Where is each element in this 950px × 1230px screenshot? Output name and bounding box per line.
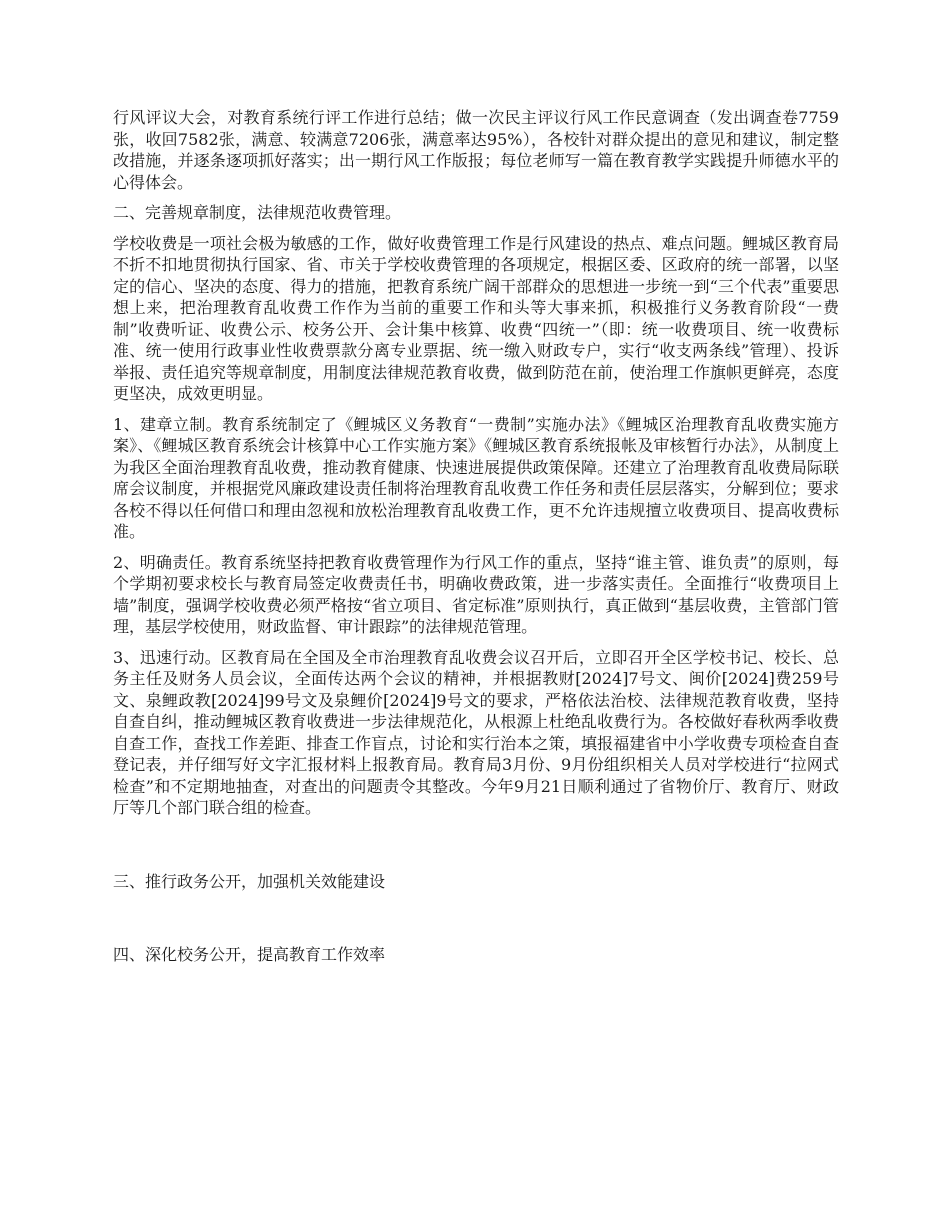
document-page [113,107,839,975]
action-paragraph: 3、迅速行动。区教育局在全国及全市治理教育乱收费会议召开后，立即召开全区学校书记、校长、总务主任及财务人员会议，全面传达两个会议的精神，并根据教财[2024]7号文、闽价[2024]费259号文、泉鲤政教[2024]99号文及泉鲤价[2024]9号文的要求，严格依法治校、法律规范教育收费，坚持自查自纠，推动鲤城区教育收费进一步法律规范化，从根源上杜绝乱收费行为。各校做好春秋两季收费自查工作，查找工作差距、排查工作盲点，讨论和实行治本之策，填报福建省中小学收费专项检查自查登记表，并仔细写好文字汇报材料上报教育局。教育局3月份、9月份组织相关人员对学校进行“拉网式检查”和不定期地抽查，对查出的问题责令其整改。今年9月21日顺利通过了省物价厅、教育厅、财政厅等几个部门联合组的检查。 [113,647,839,817]
section-heading-3: 三、推行政务公开，加强机关效能建设 [113,871,386,891]
section-heading-4: 四、深化校务公开，提高教育工作效率 [113,945,386,964]
section-heading-2: 二、完善规章制度，法律规范收费管理。 [113,203,402,222]
intro-paragraph: 行风评议大会，对教育系统行评工作进行总结；做一次民主评议行风工作民意调查（发出调查卷7759张，收回7582张，满意、较满意7206张，满意率达95%），各校针对群众提出的意见和建议，制定整改措施，并逐条逐项抓好落实；出一期行风工作版报；每位老师写一篇在教育教学实践提升师德水平的心得体会。 [113,108,839,192]
responsibility-paragraph: 2、明确责任。教育系统坚持把教育收费管理作为行风工作的重点，坚持“谁主管、谁负责”的原则，每个学期初要求校长与教育局签定收费责任书，明确收费政策，进一步落实责任。全面推行“收费项目上墙”制度，强调学校收费必须严格按“省立项目、省定标准”原则执行，真正做到“基层收费，主管部门管理，基层学校使用，财政监督、审计跟踪”的法律规范管理。 [113,552,839,636]
rules-paragraph: 1、建章立制。教育系统制定了《鲤城区义务教育“一费制”实施办法》《鲤城区治理教育乱收费实施方案》、《鲤城区教育系统会计核算中心工作实施方案》《鲤城区教育系统报帐及审核暂行办法》，从制度上为我区全面治理教育乱收费，推动教育健康、快速进展提供政策保障。还建立了治理教育乱收费局际联席会议制度，并根据党风廉政建设责任制将治理教育乱收费工作任务和责任层层落实，分解到位；要求各校不得以任何借口和理由忽视和放松治理教育乱收费工作，更不允许违规擅立收费项目、提高收费标准。 [113,414,839,541]
fee-management-paragraph: 学校收费是一项社会极为敏感的工作，做好收费管理工作是行风建设的热点、难点问题。鲤城区教育局不折不扣地贯彻执行国家、省、市关于学校收费管理的各项规定，根据区委、区政府的统一部署，以坚定的信心、坚决的态度、得力的措施，把教育系统广阔干部群众的思想进一步统一到“三个代表”重要思想上来，把治理教育乱收费工作作为当前的重要工作和头等大事来抓，积极推行义务教育阶段“一费制”收费听证、收费公示、校务公开、会计集中核算、收费“四统一”（即：统一收费项目、统一收费标准、统一使用行政事业性收费票款分离专业票据、统一缴入财政专户，实行“收支两条线”管理）、投诉举报、责任追究等规章制度，用制度法律规范教育收费，做到防范在前，使治理工作旗帜更鲜亮，态度更坚决，成效更明显。 [113,233,839,403]
